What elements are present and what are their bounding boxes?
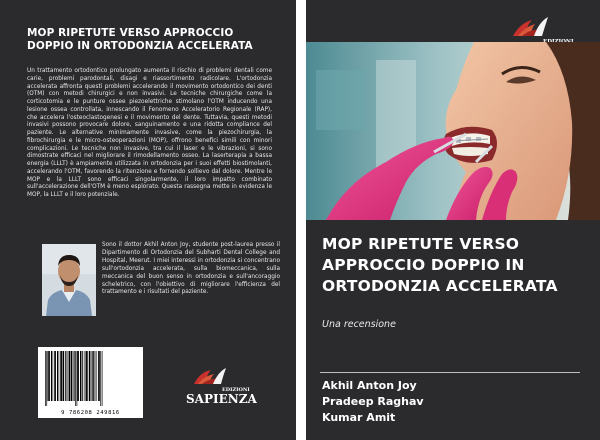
spine-gap (296, 0, 306, 440)
back-cover-title: MOP RIPETUTE VERSO APPROCCIO DOPPIO IN ORTODONZIA ACCELERATA (27, 27, 253, 52)
divider (320, 372, 580, 373)
back-cover-abstract: Un trattamento ortodontico prolungato aumenta il rischio di problemi dentali come carie, problemi parodontali, disagi e riassortimento radicolare. L'ortodonzia accelerata affronta questi problemi accelerando il movimento ortodontico dei denti (OTM) con metodi chirurgici e non invasivi. Le tecniche chirurgiche come la corticotomia e le punture ossee piezoelettriche stimolano l'OTM inducendo una lesione ossea controllata, innescando il Fenomeno Acceleratorio Regionale (RAP), che accelera l'osteoclastogenesi e il movimento del dente. Tuttavia, questi metodi invasivi possono provocare dolore, sanguinamento e una ridotta compliance del paziente. Le alternative minimamente invasive, come la piezochirurgia, la fibrochirurgia e le micro-osteoperazioni (MOP), offrono benefici simili con minori complicazioni. Le tecniche non invasive, tra cui il laser e le vibrazioni, si sono dimostrate efficaci nel migliorare il rimodellamento osseo. La laserterapia a bassa energia (LLLT) è ampiamente utilizzata in ortodonzia per i suoi effetti biostimolanti, accelerando l'OTM, favorendo la ritenzione e fornendo sollievo dal dolore. Mentre le MOP e la LLLT sono efficaci singolarmente, il loro impatto combinato sull'accelerazione dell'OTM è meno esplorato. Questa rassegna mette in evidenza le MOP, la LLLT e il loro potenziale. (27, 68, 272, 198)
author-name: Pradeep Raghav (322, 395, 424, 408)
cover-photo-orthodontic-treatment (306, 42, 600, 220)
author-list (322, 378, 572, 426)
isbn-barcode (38, 347, 143, 418)
author-name: Kumar Amit (322, 411, 396, 424)
front-cover-title: MOP RIPETUTE VERSO APPROCCIO DOPPIO IN ORTODONZIA ACCELERATA (322, 235, 558, 295)
publisher-logo-name: SAPIENZA (186, 392, 257, 406)
author-photo (42, 244, 96, 316)
author-name: Akhil Anton Joy (322, 379, 417, 392)
publisher-logo-top-text: EDIZIONI (222, 387, 250, 393)
publisher-logo-back (180, 366, 257, 410)
author-bio: Sono il dottor Akhil Anton Joy, studente post-laurea presso il Dipartimento di Ortodonzia del Subharti Dental College and Hospital, Meerut. I miei interessi in ortodonzia si concentrano sull'ortodonzia accelerata, sulla biomeccanica, sulla meccanica del buon senso in ortodonzia e sull'ancoraggio scheletrico, con l'obiettivo di migliorare l'efficienza del trattamento e i risultati del paziente. (102, 242, 280, 296)
front-cover-subtitle: Una recensione (322, 319, 396, 330)
isbn-number: 9 786208 249816 (61, 410, 120, 416)
